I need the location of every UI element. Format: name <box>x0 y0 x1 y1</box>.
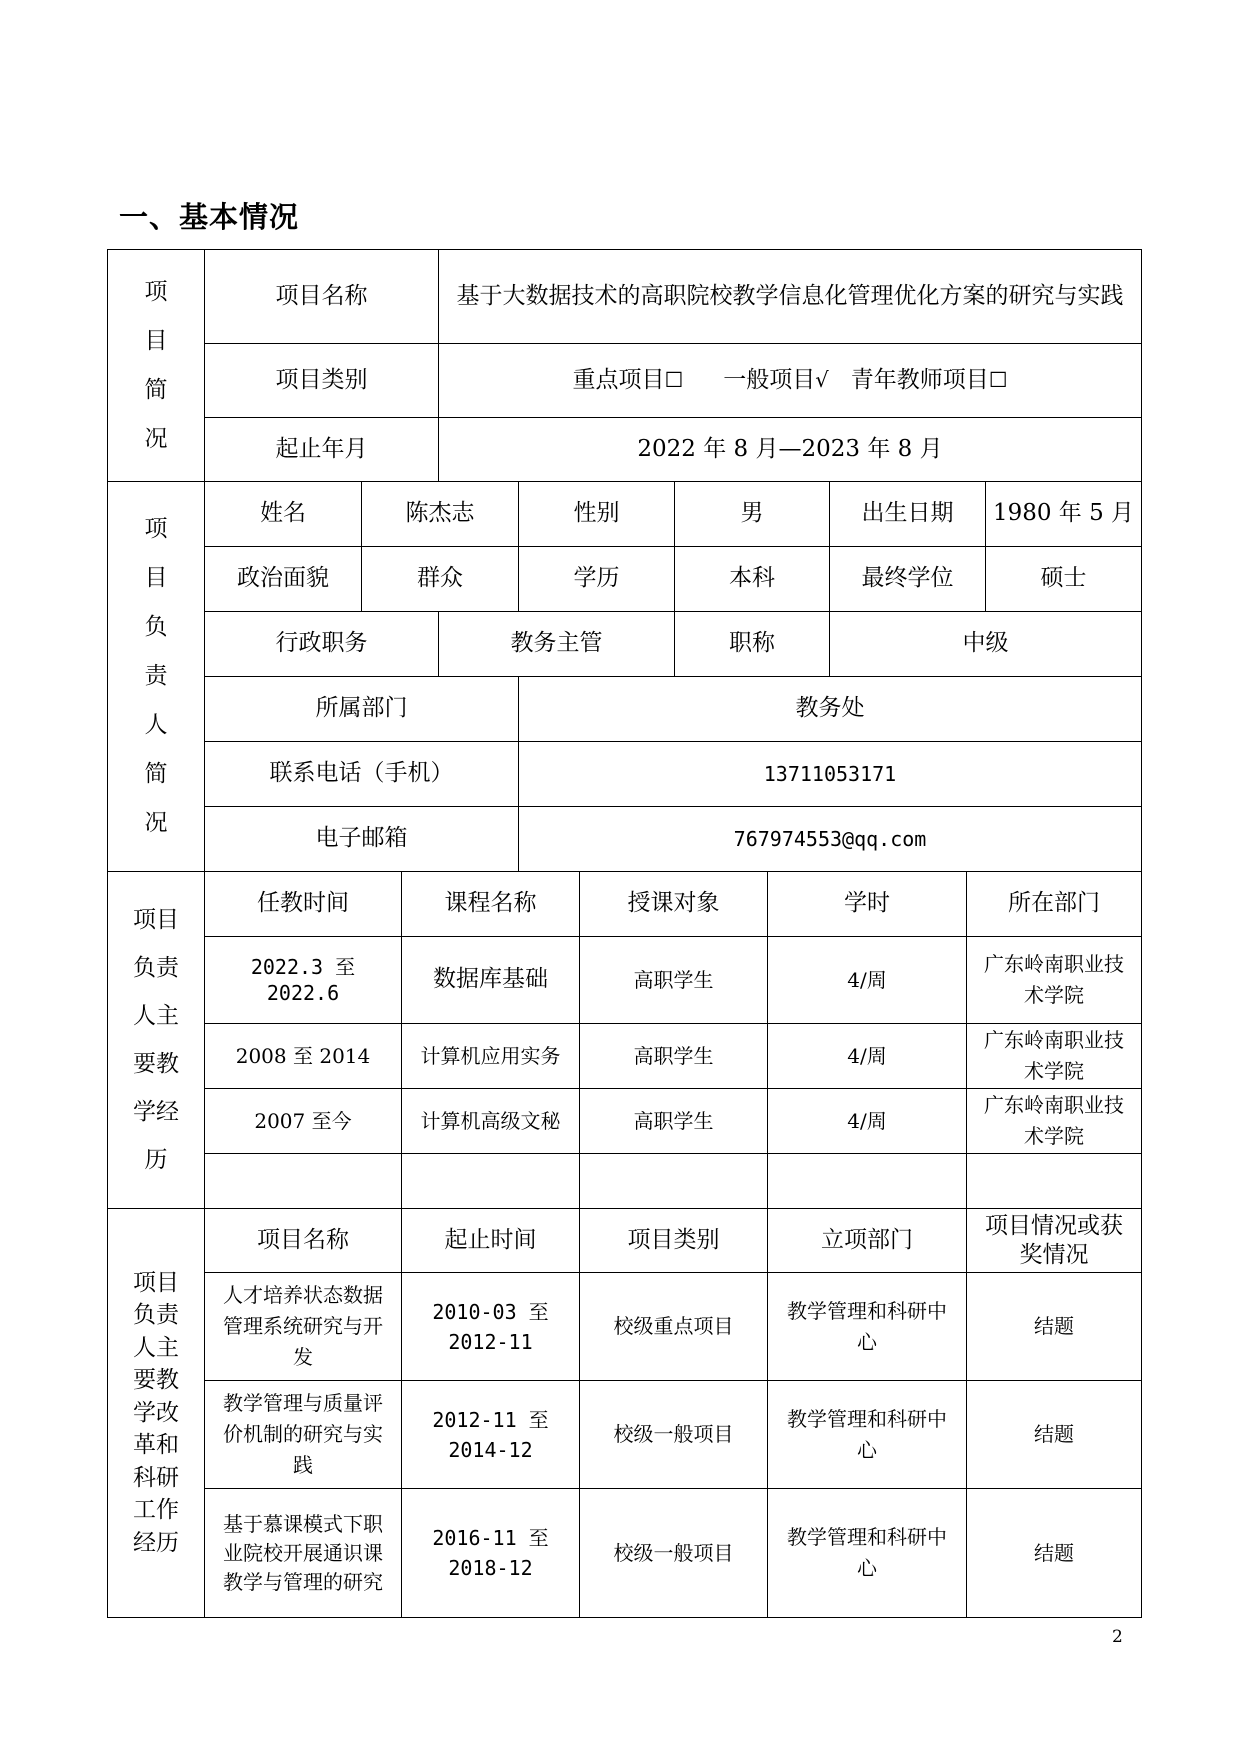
teaching-period: 2008 至 2014 <box>205 1024 402 1089</box>
job-title-value: 中级 <box>830 612 1142 677</box>
label-char: 工作 <box>133 1497 179 1524</box>
column-header: 项目类别 <box>580 1209 768 1273</box>
project-status: 结题 <box>967 1273 1142 1381</box>
hours: 4/周 <box>768 937 967 1024</box>
department-label: 所属部门 <box>205 677 519 742</box>
approving-department: 教学管理和科研中心 <box>768 1273 967 1381</box>
department: 广东岭南职业技术学院 <box>967 937 1142 1024</box>
teaching-period: 2007 至今 <box>205 1089 402 1154</box>
empty-cell <box>967 1154 1142 1209</box>
label-char: 目 <box>144 327 168 354</box>
project-name: 人才培养状态数据管理系统研究与开发 <box>205 1273 402 1381</box>
job-title-label: 职称 <box>675 612 830 677</box>
politics-value: 群众 <box>362 547 519 612</box>
table-row <box>108 1273 1142 1381</box>
degree-value: 硕士 <box>986 547 1142 612</box>
project-category-label: 项目类别 <box>205 344 439 418</box>
column-header: 项目名称 <box>205 1209 402 1273</box>
email-value: 767974553@qq.com <box>519 807 1142 872</box>
approving-department: 教学管理和科研中心 <box>768 1381 967 1489</box>
department: 广东岭南职业技术学院 <box>967 1024 1142 1089</box>
column-header: 所在部门 <box>967 872 1142 937</box>
label-char: 经历 <box>133 1529 179 1556</box>
column-header: 项目情况或获奖情况 <box>967 1209 1142 1273</box>
label-char: 负 <box>144 614 168 640</box>
label-char: 况 <box>144 425 168 452</box>
column-header: 课程名称 <box>402 872 580 937</box>
gender-value: 男 <box>675 482 830 547</box>
table-row <box>108 1089 1142 1154</box>
department: 广东岭南职业技术学院 <box>967 1089 1142 1154</box>
project-category: 校级重点项目 <box>580 1273 768 1381</box>
checkbox-empty-icon: ☐ <box>988 367 1008 392</box>
label-char: 项目 <box>133 907 179 933</box>
label-char: 人主 <box>133 1003 179 1029</box>
politics-label: 政治面貌 <box>205 547 362 612</box>
leader-profile-table <box>107 481 1142 872</box>
empty-cell <box>580 1154 768 1209</box>
education-value: 本科 <box>675 547 830 612</box>
education-label: 学历 <box>519 547 675 612</box>
admin-position-value: 教务主管 <box>439 612 675 677</box>
option-young-teacher-project: 青年教师项目 <box>850 366 989 393</box>
project-category: 校级一般项目 <box>580 1381 768 1489</box>
column-header: 任教时间 <box>205 872 402 937</box>
research-experience-table <box>107 1208 1142 1618</box>
name-label: 姓名 <box>205 482 362 547</box>
table-row <box>108 1381 1142 1489</box>
table-row <box>108 937 1142 1024</box>
label-char: 责 <box>144 663 168 689</box>
label-char: 况 <box>144 810 168 836</box>
leader-profile-label <box>108 482 205 872</box>
students: 高职学生 <box>580 1024 768 1089</box>
section-heading: 一、基本情况 <box>119 200 300 234</box>
teaching-experience-label <box>108 872 205 1209</box>
project-category: 校级一般项目 <box>580 1489 768 1618</box>
approving-department: 教学管理和科研中心 <box>768 1489 967 1618</box>
label-char: 项目 <box>133 1269 179 1296</box>
label-char: 负责 <box>133 955 179 981</box>
label-char: 学经 <box>133 1099 179 1125</box>
birth-date-value: 1980 年 5 月 <box>986 482 1142 547</box>
empty-cell <box>402 1154 580 1209</box>
course-name: 计算机应用实务 <box>402 1024 580 1089</box>
empty-cell <box>205 1154 402 1209</box>
project-period-value: 2022 年 8 月—2023 年 8 月 <box>439 418 1142 482</box>
phone-value: 13711053171 <box>519 742 1142 807</box>
hours: 4/周 <box>768 1089 967 1154</box>
project-name-value: 基于大数据技术的高职院校教学信息化管理优化方案的研究与实践 <box>439 250 1142 344</box>
project-name: 教学管理与质量评价机制的研究与实践 <box>205 1381 402 1489</box>
label-char: 人主 <box>133 1334 179 1361</box>
label-char: 学改 <box>133 1399 179 1426</box>
label-char: 科研 <box>133 1464 179 1491</box>
degree-label: 最终学位 <box>830 547 986 612</box>
research-experience-label <box>108 1209 205 1618</box>
teaching-experience-table <box>107 871 1142 1209</box>
option-key-project: 重点项目 <box>572 366 665 393</box>
phone-label: 联系电话（手机） <box>205 742 519 807</box>
department-value: 教务处 <box>519 677 1142 742</box>
column-header: 授课对象 <box>580 872 768 937</box>
course-name: 数据库基础 <box>402 937 580 1024</box>
students: 高职学生 <box>580 937 768 1024</box>
column-header: 起止时间 <box>402 1209 580 1273</box>
label-char: 目 <box>144 565 168 591</box>
label-char: 革和 <box>133 1432 179 1459</box>
project-overview-label <box>108 250 205 482</box>
gender-label: 性别 <box>519 482 675 547</box>
label-char: 项 <box>144 278 168 305</box>
table-row <box>108 1489 1142 1618</box>
birth-date-label: 出生日期 <box>830 482 986 547</box>
project-name-label: 项目名称 <box>205 250 439 344</box>
project-period: 2012-11 至 2014-12 <box>402 1381 580 1489</box>
name-value: 陈杰志 <box>362 482 519 547</box>
table-row-empty <box>108 1154 1142 1209</box>
label-char: 项 <box>144 516 168 542</box>
option-general-project: 一般项目 <box>723 366 816 393</box>
project-period: 2010-03 至 2012-11 <box>402 1273 580 1381</box>
label-char: 要教 <box>133 1051 179 1077</box>
column-header: 立项部门 <box>768 1209 967 1273</box>
label-char: 简 <box>144 376 168 403</box>
project-name: 基于慕课模式下职业院校开展通识课教学与管理的研究 <box>205 1489 402 1618</box>
label-char: 人 <box>144 712 168 738</box>
teaching-period-text: 2022.3 至 2022.6 <box>250 955 356 1005</box>
project-overview-table <box>107 249 1142 482</box>
course-name: 计算机高级文秘 <box>402 1089 580 1154</box>
label-char: 负责 <box>133 1302 179 1329</box>
checkbox-empty-icon: ☐ <box>664 367 684 392</box>
email-label: 电子邮箱 <box>205 807 519 872</box>
teaching-period <box>205 937 402 1024</box>
hours: 4/周 <box>768 1024 967 1089</box>
label-char: 简 <box>144 761 168 787</box>
project-status: 结题 <box>967 1489 1142 1618</box>
project-category-options <box>439 344 1142 418</box>
project-period-label: 起止年月 <box>205 418 439 482</box>
table-row <box>108 1024 1142 1089</box>
column-header: 学时 <box>768 872 967 937</box>
label-char: 要教 <box>133 1367 179 1394</box>
project-status: 结题 <box>967 1381 1142 1489</box>
admin-position-label: 行政职务 <box>205 612 439 677</box>
empty-cell <box>768 1154 967 1209</box>
project-period: 2016-11 至 2018-12 <box>402 1489 580 1618</box>
label-char: 历 <box>144 1147 168 1173</box>
page-number: 2 <box>1112 1627 1123 1647</box>
students: 高职学生 <box>580 1089 768 1154</box>
check-mark-icon: √ <box>815 367 829 392</box>
